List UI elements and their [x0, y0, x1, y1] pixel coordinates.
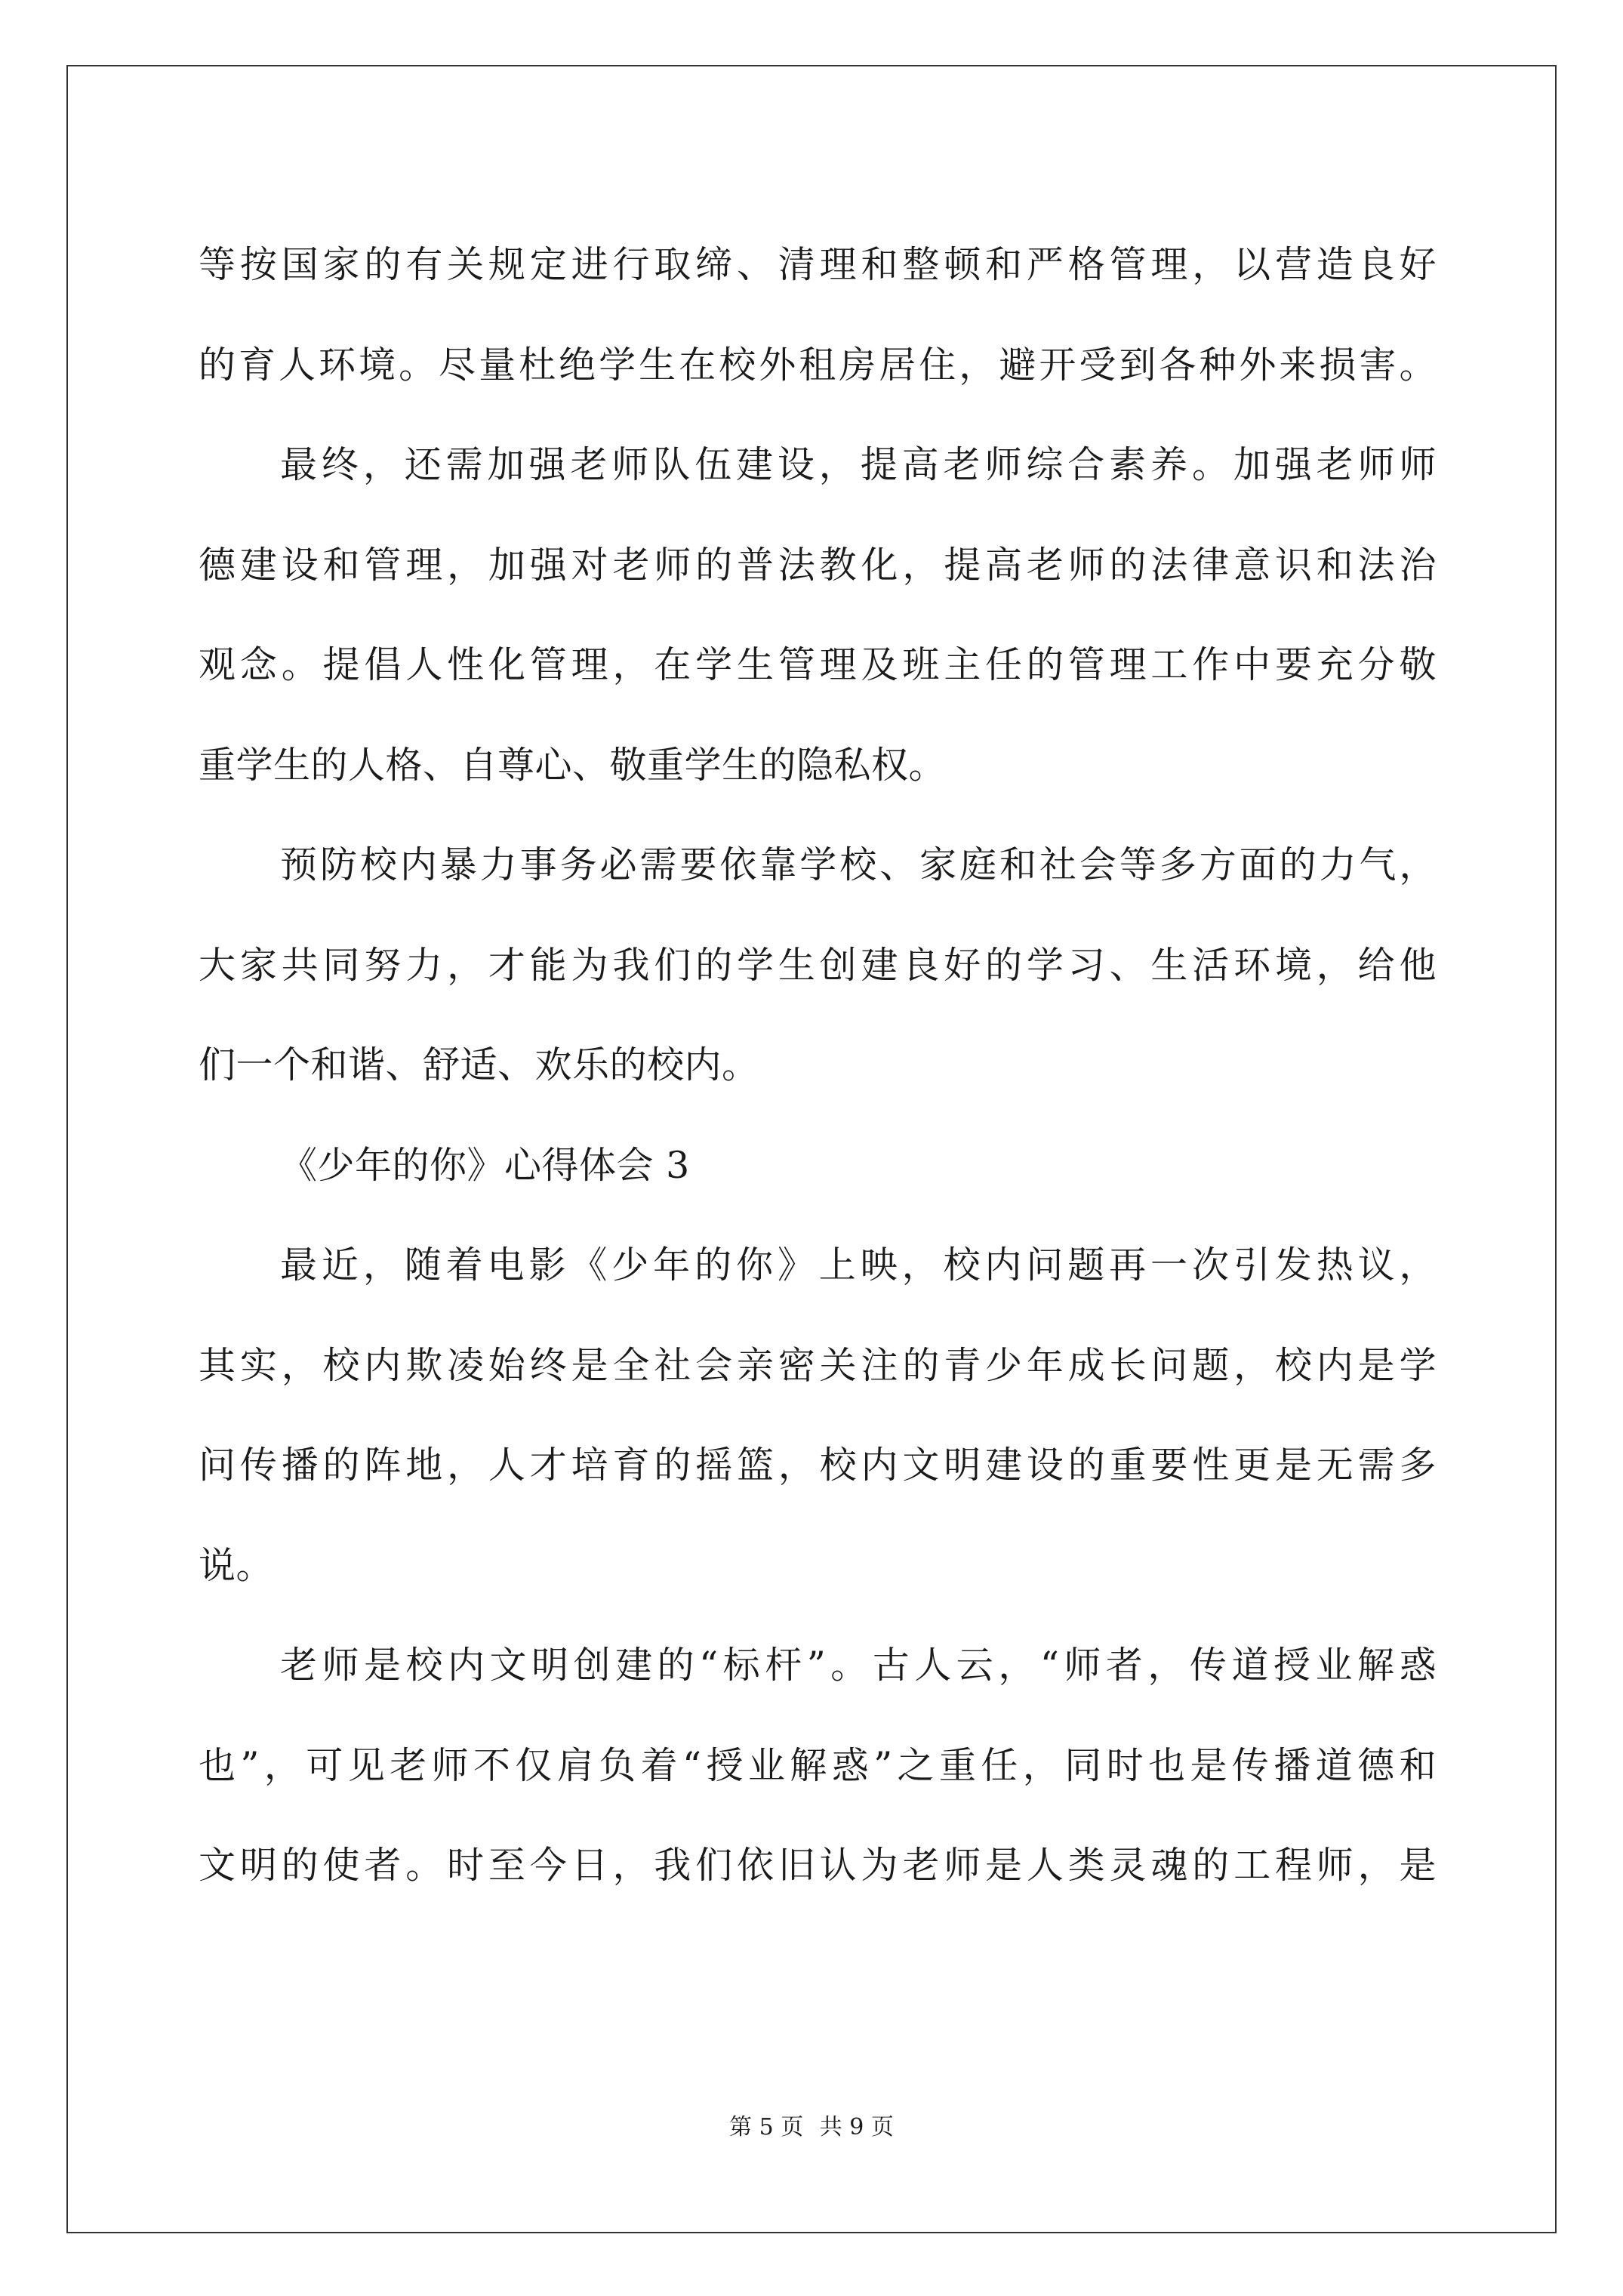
document-body — [199, 215, 1437, 1916]
text-line: 观念。提倡人性化管理，在学生管理及班主任的管理工作中要充分敬 — [199, 643, 1437, 686]
text-line: 大家共同努力，才能为我们的学生创建良好的学习、生活环境，给他 — [199, 943, 1437, 987]
text-line: 预防校内暴力事务必需要依靠学校、家庭和社会等多方面的力气， — [280, 843, 1437, 886]
text-line: 最近，随着电影《少年的你》上映，校内问题再一次引发热议， — [280, 1244, 1437, 1287]
text-line: 说。 — [199, 1543, 274, 1587]
text-line: 最终，还需加强老师队伍建设，提高老师综合素养。加强老师师 — [280, 443, 1437, 486]
text-line: 德建设和管理，加强对老师的普法教化，提高老师的法律意识和法治 — [199, 543, 1437, 587]
text-line: 们一个和谐、舒适、欢乐的校内。 — [199, 1043, 759, 1086]
text-line: 也”，可见老师不仅肩负着“授业解惑”之重任，同时也是传播道德和 — [199, 1743, 1437, 1787]
text-line: 重学生的人格、自尊心、敬重学生的隐私权。 — [199, 743, 947, 787]
page-total: 共 9 页 — [819, 2114, 894, 2140]
text-line: 等按国家的有关规定进行取缔、清理和整顿和严格管理，以营造良好 — [199, 243, 1437, 286]
text-line: 《少年的你》心得体会 3 — [280, 1143, 690, 1187]
page-footer — [0, 2113, 1623, 2143]
text-line: 文明的使者。时至今日，我们依旧认为老师是人类灵魂的工程师，是 — [199, 1844, 1437, 1887]
text-line: 其实，校内欺凌始终是全社会亲密关注的青少年成长问题，校内是学 — [199, 1343, 1437, 1387]
text-line: 的育人环境。尽量杜绝学生在校外租房居住，避开受到各种外来损害。 — [199, 343, 1437, 387]
page-number: 第 5 页 — [729, 2114, 804, 2140]
text-line: 老师是校内文明创建的“标杆”。古人云，“师者，传道授业解惑 — [280, 1644, 1437, 1687]
text-line: 问传播的阵地，人才培育的摇篮，校内文明建设的重要性更是无需多 — [199, 1444, 1437, 1487]
